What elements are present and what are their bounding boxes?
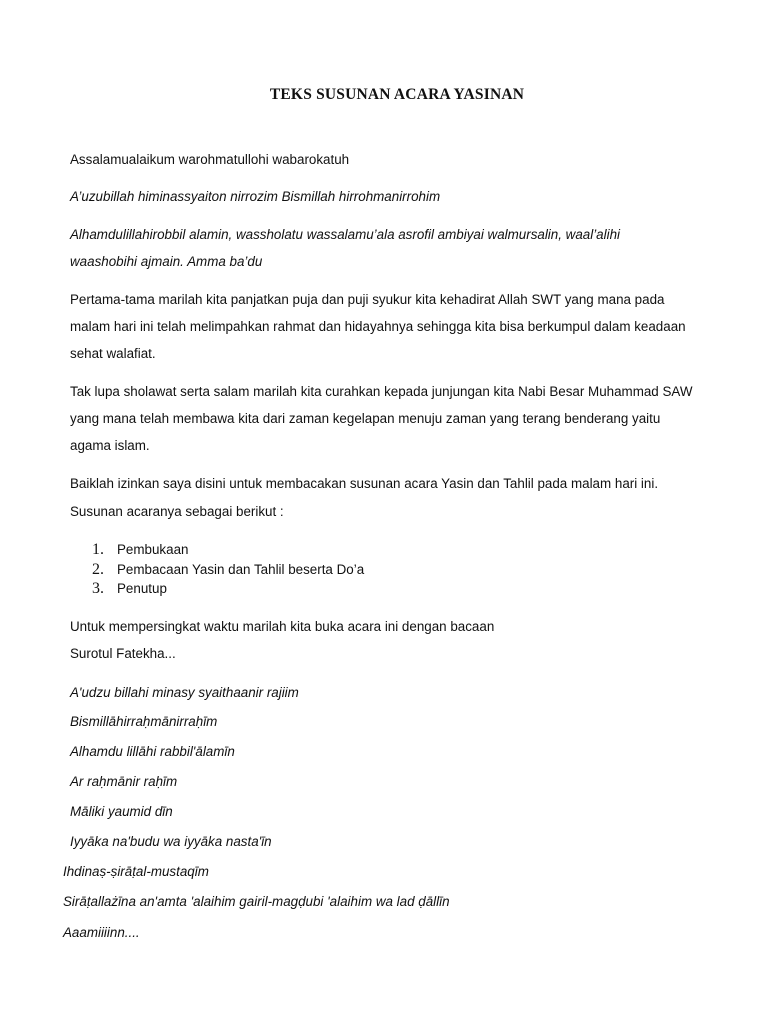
agenda-item	[70, 540, 364, 560]
agenda-item-label: Penutup	[117, 581, 167, 596]
agenda-item-label: Pembukaan	[117, 542, 189, 557]
agenda-list	[70, 540, 364, 599]
syukur-line-2: malam hari ini telah melimpahkan rahmat dan hidayahnya sehingga kita bisa berkumpul dalam keadaan	[70, 319, 686, 334]
fatihah-line-6: Iyyāka na'budu wa iyyāka nasta'īn	[70, 834, 272, 849]
sholawat-line-1: Tak lupa sholawat serta salam marilah kita curahkan kepada junjungan kita Nabi Besar Muhammad SAW	[70, 384, 693, 399]
fatihah-line-8: Sirāṭallażīna an'amta 'alaihim gairil-magḍubi 'alaihim wa lad ḍāllīn	[63, 894, 450, 909]
agenda-item-number: 3.	[92, 580, 104, 597]
fatihah-line-3: Alhamdu lillāhi rabbil'ālamīn	[70, 744, 235, 759]
fatihah-line-7: Ihdinaṣ-ṣirāṭal-mustaqīm	[63, 864, 209, 879]
singkat-line-1: Untuk mempersingkat waktu marilah kita buka acara ini dengan bacaan	[70, 619, 495, 634]
sholawat-line-2: yang mana telah membawa kita dari zaman kegelapan menuju zaman yang terang benderang yaitu	[70, 411, 661, 426]
agenda-item	[70, 579, 364, 599]
singkat-line-2: Surotul Fatekha...	[70, 646, 176, 661]
fatihah-line-2: Bismillāhirraḥmānirraḥīm	[70, 714, 218, 729]
sholawat-line-3: agama islam.	[70, 438, 150, 453]
syukur-line-3: sehat walafiat.	[70, 346, 156, 361]
agenda-item-number: 2.	[92, 560, 104, 578]
fatihah-line-1: A'udzu billahi minasy syaithaanir rajiim	[70, 685, 299, 700]
agenda-item	[70, 560, 364, 580]
document-title: TEKS SUSUNAN ACARA YASINAN	[269, 86, 525, 103]
syukur-line-1: Pertama-tama marilah kita panjatkan puja dan puji syukur kita kehadirat Allah SWT yang mana pada	[70, 292, 665, 307]
izin-line-1: Baiklah izinkan saya disini untuk membacakan susunan acara Yasin dan Tahlil pada malam hari ini.	[70, 476, 659, 491]
hamdalah-line-1: Alhamdulillahirobbil alamin, wassholatu wassalamu’ala asrofil ambiyai walmursalin, waal’alihi	[70, 227, 621, 242]
izin-line-2: Susunan acaranya sebagai berikut :	[70, 504, 284, 519]
agenda-item-number: 1.	[92, 541, 104, 558]
salam-text: Assalamualaikum warohmatullohi wabarokatuh	[70, 152, 350, 167]
fatihah-line-9: Aaamiiiinn....	[63, 925, 140, 940]
taawudz-text: A’uzubillah himinassyaiton nirrozim Bismillah hirrohmanirrohim	[70, 189, 441, 204]
hamdalah-line-2: waashobihi ajmain. Amma ba’du	[70, 254, 263, 269]
fatihah-line-5: Māliki yaumid dīn	[70, 804, 173, 819]
fatihah-line-4: Ar raḥmānir raḥīm	[70, 774, 178, 789]
agenda-item-label: Pembacaan Yasin dan Tahlil beserta Do’a	[117, 561, 365, 577]
